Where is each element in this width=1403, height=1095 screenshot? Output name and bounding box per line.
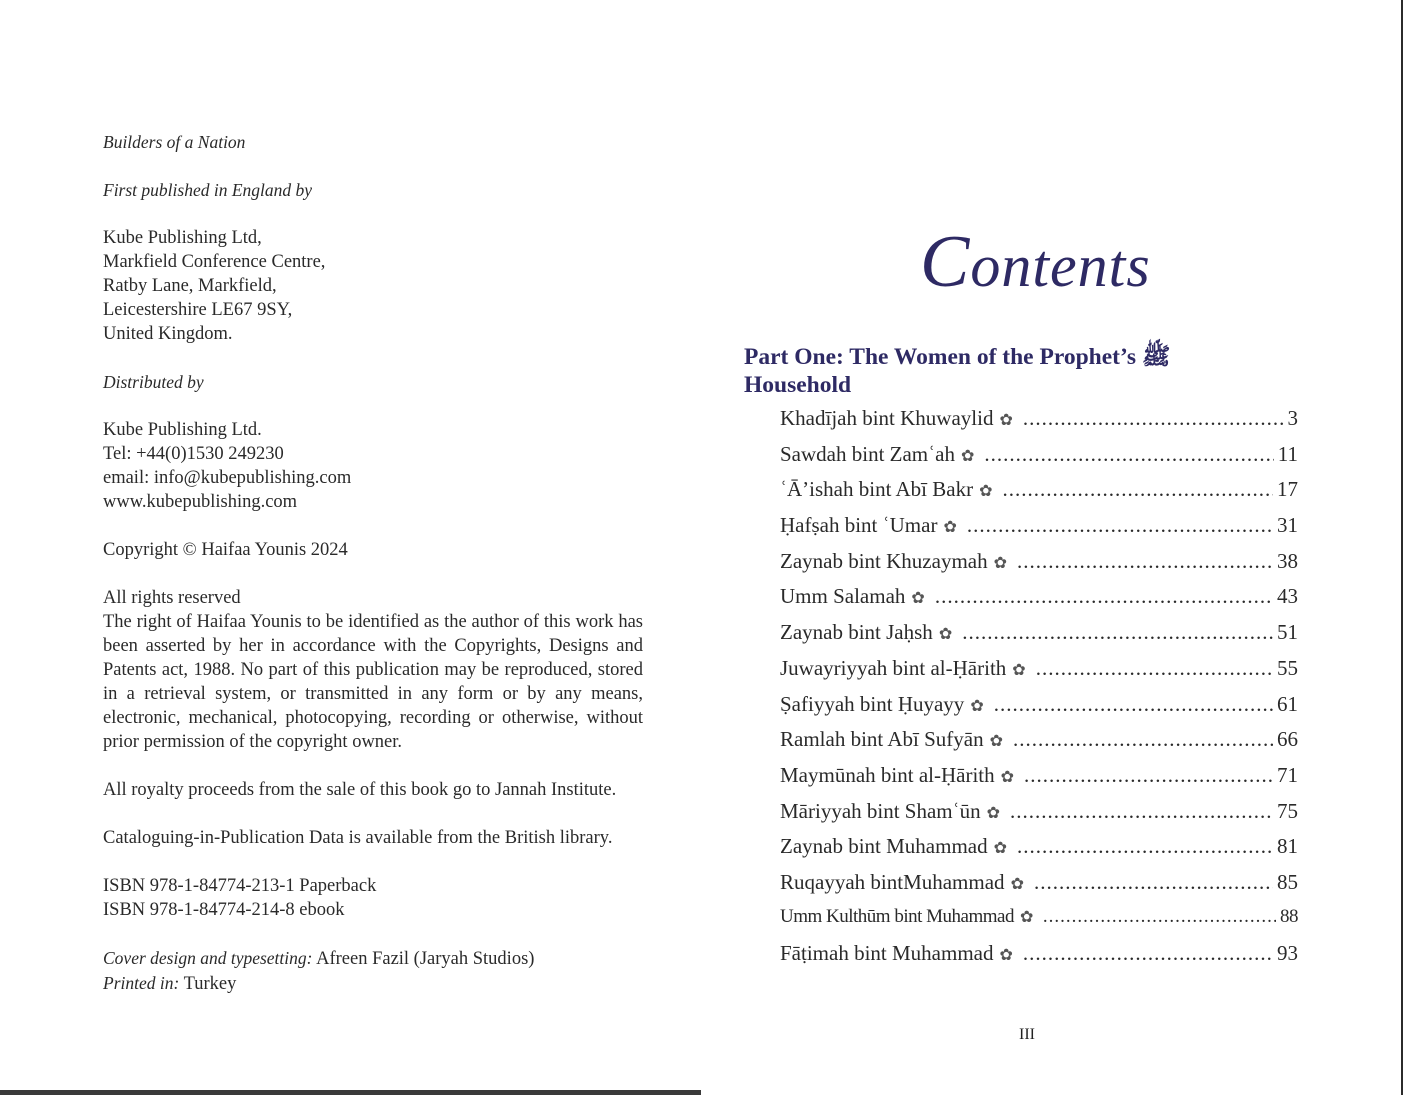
isbn-ebook: ISBN 978-1-84774-214-8 ebook [103,900,345,920]
toc-entry-page: 66 [1277,727,1298,752]
toc-entry-name: Zaynab bint Jaḥsh [780,620,933,645]
honorific-icon: ✿ [1019,908,1033,926]
toc-entry-name: ʿĀ’ishah bint Abī Bakr [780,477,974,502]
toc-entry[interactable] [780,727,1298,763]
honorific-icon: ✿ [993,554,1008,572]
toc-entry[interactable] [780,834,1298,870]
toc-entry-name: Ḥafṣah bint ʿUmar [780,513,938,538]
toc-entry[interactable] [780,763,1298,799]
toc-entry-page: 93 [1277,941,1298,966]
title-rest: ontents [970,233,1151,299]
toc-entry-name: Ramlah bint Abī Sufyān [780,727,984,752]
dot-leader [994,692,1273,717]
dot-leader [1023,406,1284,431]
scroll-bar[interactable] [0,1090,701,1095]
first-published-label: First published in England by [103,180,313,200]
dot-leader [1024,763,1273,788]
honorific-icon: ✿ [1010,875,1024,893]
dot-leader [962,620,1273,645]
toc-entry[interactable] [780,549,1298,585]
distributor-line: email: info@kubepublishing.com [103,468,352,488]
toc-entry-page: 71 [1277,762,1298,787]
dot-leader [935,584,1273,609]
toc-entry[interactable] [780,406,1298,442]
address-line: Markfield Conference Centre, [103,252,326,272]
toc-entry-page: 11 [1277,441,1298,466]
toc-entry-name: Māriyyah bint Shamʿūn [780,798,981,823]
toc-entry[interactable] [780,513,1298,549]
honorific-icon: ✿ [986,804,1001,822]
toc-entry[interactable] [780,870,1298,906]
honorific-icon: ✿ [943,519,957,537]
toc-entry-page: 43 [1277,584,1298,609]
toc-entry-name: Juwayriyyah bint al-Ḥārith [780,655,1007,680]
distributor-line: Kube Publishing Ltd. [103,420,262,440]
toc-entry[interactable] [780,941,1298,977]
printed-value: Turkey [179,974,237,994]
dot-leader [1043,906,1276,928]
honorific-icon: ✿ [1012,661,1026,679]
part-heading[interactable] [744,343,1304,399]
address-line: Kube Publishing Ltd, [103,228,262,248]
dot-leader [1017,834,1273,859]
distributor-line: Tel: +44(0)1530 249230 [103,444,284,464]
isbn-paperback: ISBN 978-1-84774-213-1 Paperback [103,876,377,896]
cover-credit [103,946,643,971]
copyright-line: Copyright © Haifaa Younis 2024 [103,540,348,560]
printed-label: Printed in: [103,973,180,993]
honorific-icon: ✿ [938,626,953,644]
toc-entry-page: 61 [1277,691,1298,716]
toc-entry[interactable] [780,656,1298,692]
dot-leader [1034,870,1273,895]
toc-entry-name: Umm Salamah [780,584,906,609]
toc-entry-page: 85 [1277,869,1298,894]
toc-entry-page: 51 [1277,620,1298,645]
toc-entry-name: Fāṭimah bint Muhammad [780,941,994,966]
toc-entry-name: Ṣafiyyah bint Ḥuyayy [780,691,965,716]
toc-entry-name: Ruqayyah bintMuhammad [780,869,1005,894]
cover-value: Afreen Fazil (Jaryah Studios) [312,949,535,969]
honorific-icon: ✿ [960,447,975,465]
toc-entry-page: 3 [1287,406,1298,430]
toc-entry-name: Umm Kulthūm bint Muhammad [780,905,1014,927]
distributor-info [103,418,643,514]
dot-leader [1002,477,1273,502]
part-heading-line2: Household [744,372,852,398]
toc-entry[interactable] [780,906,1298,942]
toc-entry[interactable] [780,477,1298,513]
contents-title [920,222,1151,306]
toc-entry[interactable] [780,442,1298,478]
toc-entry-page: 38 [1277,548,1298,573]
toc-entry-page: 75 [1277,798,1298,823]
rights-reserved: All rights reserved [103,588,241,608]
printed-credit [103,971,643,996]
toc-entry[interactable] [780,584,1298,620]
honorific-icon: ✿ [911,590,925,608]
toc-entry[interactable] [780,620,1298,656]
address-line: Leicestershire LE67 9SY, [103,300,293,320]
honorific-icon: ✿ [970,697,984,715]
dot-leader [1010,799,1273,824]
honorific-icon: ✿ [999,412,1013,429]
dot-leader [1013,727,1273,752]
toc-entry-page: 31 [1277,513,1298,538]
honorific-icon: ✿ [1000,768,1015,786]
toc-list [780,406,1298,977]
page-number: III [1019,1026,1035,1043]
toc-entry-name: Zaynab bint Khuzaymah [780,548,988,573]
copyright-page [103,130,643,996]
royalty-note: All royalty proceeds from the sale of this book go to Jannah Institute. [103,780,617,800]
toc-entry[interactable] [780,799,1298,835]
address-line: United Kingdom. [103,324,233,344]
honorific-icon: ✿ [993,840,1008,858]
honorific-icon: ✿ [979,483,993,501]
honorific-icon: ✿ [999,947,1013,965]
book-title: Builders of a Nation [103,132,246,152]
dot-leader [967,513,1273,538]
publisher-address [103,226,643,346]
distributed-label: Distributed by [103,372,204,392]
title-initial: C [920,221,971,303]
cover-label: Cover design and typesetting: [103,948,313,968]
toc-entry-name: Maymūnah bint al-Ḥārith [780,762,995,787]
toc-entry[interactable] [780,692,1298,728]
toc-entry-page: 88 [1280,905,1298,927]
toc-entry-name: Sawdah bint Zamʿah [780,441,955,466]
cataloguing-note: Cataloguing-in-Publication Data is available from the British library. [103,828,613,848]
honorific-icon: ✿ [989,733,1003,751]
dot-leader [1036,656,1273,681]
toc-entry-page: 81 [1277,834,1298,859]
dot-leader [1017,549,1273,574]
dot-leader [984,442,1273,467]
dot-leader [1023,941,1273,966]
address-line: Ratby Lane, Markfield, [103,276,277,296]
rights-text: The right of Haifaa Younis to be identified as the author of this work has been asserted by her in accordance with the Copyrights, Designs and Patents act, 1988. No part of this publication may be reproduced, stored in a retrieval system, or transmitted in any form or by any means, electronic, mechanical, photocopying, recording or otherwise, without prior permission of the copyright owner. [103,612,643,752]
distributor-line: www.kubepublishing.com [103,492,298,512]
toc-entry-name: Khadījah bint Khuwaylid [780,406,994,430]
toc-entry-page: 17 [1277,477,1298,502]
toc-entry-page: 55 [1277,655,1298,680]
toc-entry-name: Zaynab bint Muhammad [780,834,988,859]
part-heading-line1: Part One: The Women of the Prophet’s ﷺ [744,344,1171,370]
